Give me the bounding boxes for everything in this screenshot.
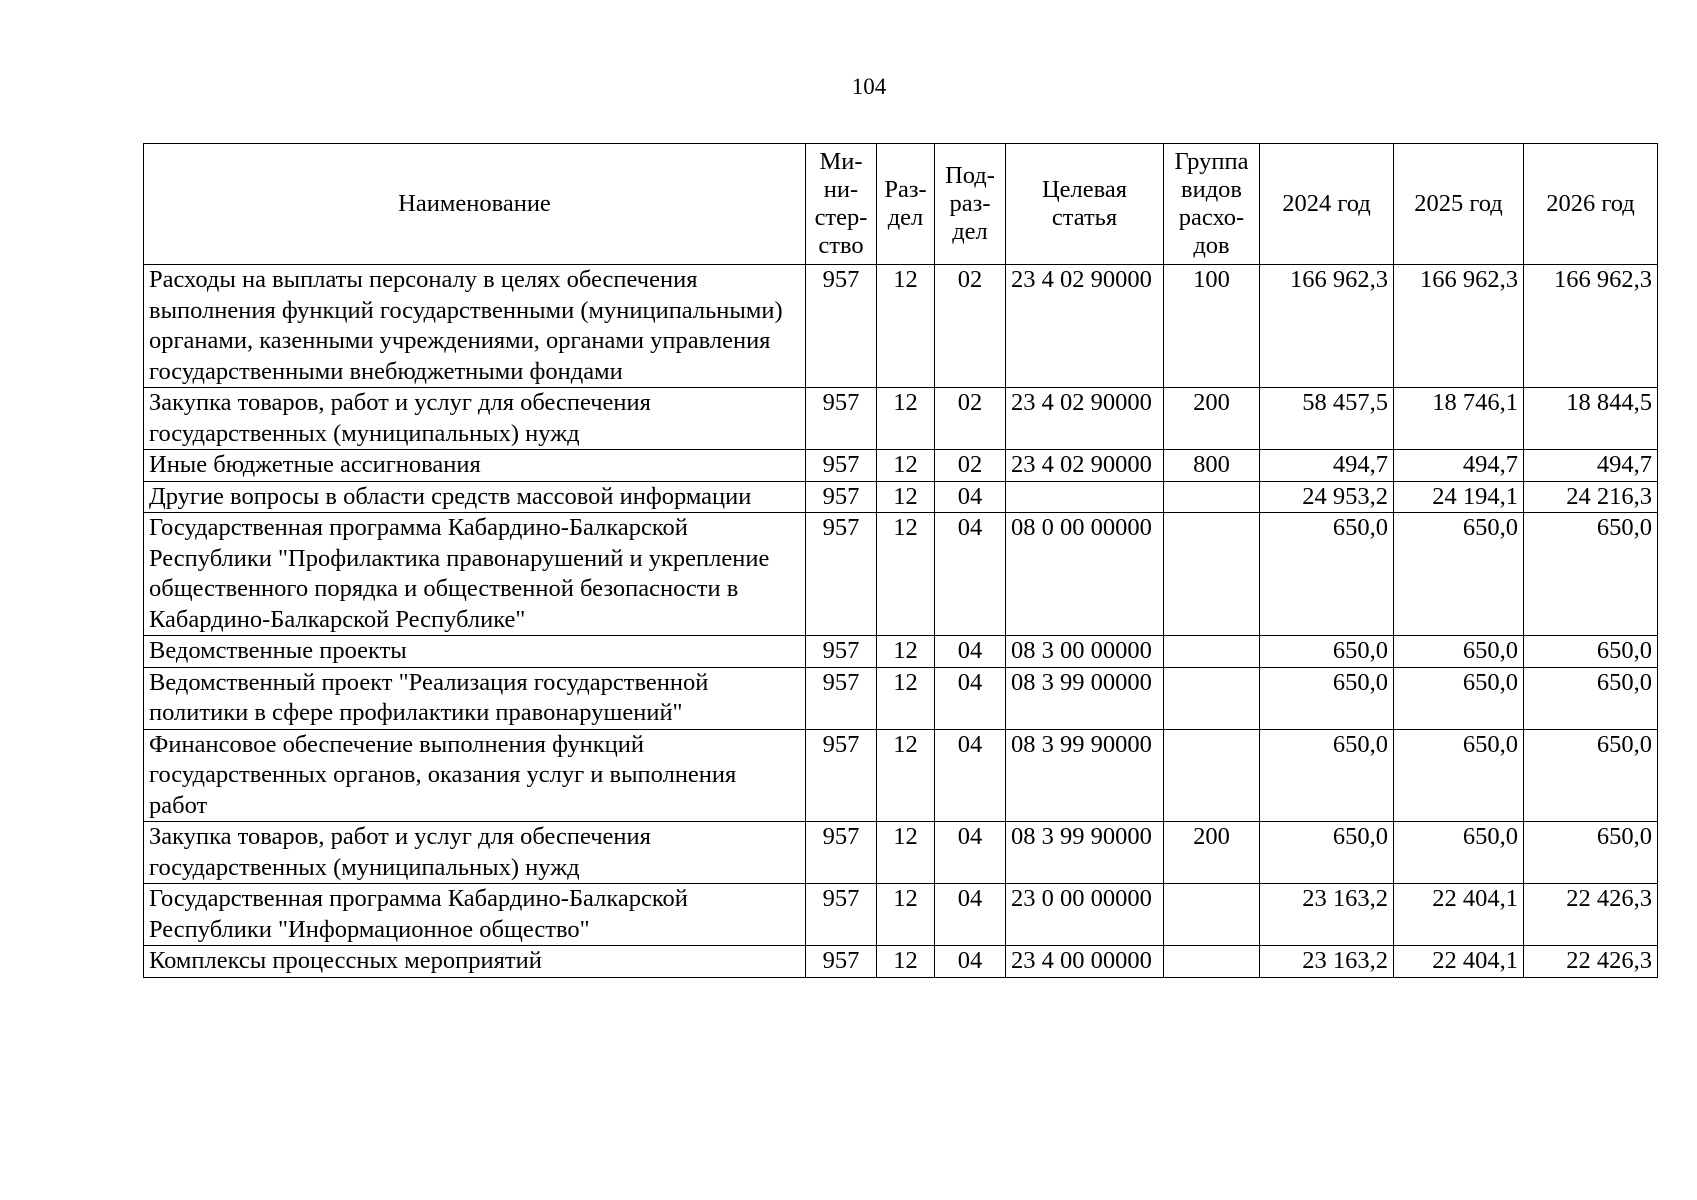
cell-subsection: 02 (935, 450, 1006, 482)
cell-target: 23 4 02 90000 (1006, 265, 1164, 388)
header-name: Наименование (144, 144, 806, 265)
cell-2024: 24 953,2 (1260, 481, 1394, 513)
cell-2024: 166 962,3 (1260, 265, 1394, 388)
cell-2025: 650,0 (1394, 822, 1524, 884)
table-body (144, 265, 1658, 978)
cell-2024: 494,7 (1260, 450, 1394, 482)
cell-section: 12 (877, 265, 935, 388)
cell-name: Финансовое обеспечение выполнения функций государственных органов, оказания услуг и выполнения работ (144, 729, 806, 822)
cell-2026: 650,0 (1524, 636, 1658, 668)
header-target: Целевая статья (1006, 144, 1164, 265)
table-row (144, 636, 1658, 668)
cell-name: Другие вопросы в области средств массовой информации (144, 481, 806, 513)
table-row (144, 822, 1658, 884)
cell-2026: 22 426,3 (1524, 946, 1658, 978)
cell-section: 12 (877, 884, 935, 946)
table-row (144, 265, 1658, 388)
cell-name: Расходы на выплаты персоналу в целях обеспечения выполнения функций государственными (муниципальными) органами, казенными учреждениями, органами управления государственными внебюджетными фондами (144, 265, 806, 388)
cell-target: 23 4 02 90000 (1006, 450, 1164, 482)
cell-target: 23 0 00 00000 (1006, 884, 1164, 946)
cell-subsection: 04 (935, 884, 1006, 946)
cell-2024: 650,0 (1260, 513, 1394, 636)
cell-target: 08 3 00 00000 (1006, 636, 1164, 668)
cell-name: Ведомственные проекты (144, 636, 806, 668)
cell-ministry: 957 (806, 946, 877, 978)
cell-section: 12 (877, 450, 935, 482)
cell-2026: 22 426,3 (1524, 884, 1658, 946)
cell-subsection: 04 (935, 636, 1006, 668)
cell-ministry: 957 (806, 884, 877, 946)
header-subsection: Под- раз- дел (935, 144, 1006, 265)
cell-name: Государственная программа Кабардино-Балкарской Республики "Профилактика правонарушений и укрепление общественного порядка и общественной безопасности в Кабардино-Балкарской Республике" (144, 513, 806, 636)
cell-2026: 18 844,5 (1524, 388, 1658, 450)
cell-subsection: 02 (935, 388, 1006, 450)
cell-subsection: 04 (935, 513, 1006, 636)
cell-subsection: 04 (935, 729, 1006, 822)
cell-2025: 650,0 (1394, 729, 1524, 822)
cell-section: 12 (877, 729, 935, 822)
table-row (144, 884, 1658, 946)
cell-2026: 650,0 (1524, 822, 1658, 884)
cell-subsection: 02 (935, 265, 1006, 388)
header-row (144, 144, 1658, 265)
cell-section: 12 (877, 946, 935, 978)
cell-expense-group: 100 (1164, 265, 1260, 388)
cell-target: 23 4 00 00000 (1006, 946, 1164, 978)
cell-expense-group: 200 (1164, 822, 1260, 884)
cell-ministry: 957 (806, 265, 877, 388)
cell-name: Закупка товаров, работ и услуг для обеспечения государственных (муниципальных) нужд (144, 822, 806, 884)
table-row (144, 450, 1658, 482)
table-row (144, 946, 1658, 978)
cell-2024: 650,0 (1260, 822, 1394, 884)
table-row (144, 667, 1658, 729)
cell-ministry: 957 (806, 513, 877, 636)
cell-2024: 23 163,2 (1260, 884, 1394, 946)
cell-expense-group (1164, 884, 1260, 946)
table-row (144, 388, 1658, 450)
cell-expense-group (1164, 636, 1260, 668)
cell-section: 12 (877, 388, 935, 450)
cell-name: Государственная программа Кабардино-Балкарской Республики "Информационное общество" (144, 884, 806, 946)
cell-2025: 18 746,1 (1394, 388, 1524, 450)
cell-ministry: 957 (806, 822, 877, 884)
cell-target: 08 3 99 90000 (1006, 729, 1164, 822)
header-year-2026: 2026 год (1524, 144, 1658, 265)
cell-2024: 650,0 (1260, 636, 1394, 668)
cell-2025: 650,0 (1394, 636, 1524, 668)
cell-expense-group (1164, 667, 1260, 729)
cell-name: Закупка товаров, работ и услуг для обеспечения государственных (муниципальных) нужд (144, 388, 806, 450)
cell-section: 12 (877, 481, 935, 513)
header-expense-group: Группа видов расхо- дов (1164, 144, 1260, 265)
table-row (144, 513, 1658, 636)
cell-ministry: 957 (806, 636, 877, 668)
cell-subsection: 04 (935, 822, 1006, 884)
cell-2026: 650,0 (1524, 513, 1658, 636)
cell-2025: 24 194,1 (1394, 481, 1524, 513)
cell-expense-group (1164, 729, 1260, 822)
cell-expense-group: 800 (1164, 450, 1260, 482)
cell-section: 12 (877, 667, 935, 729)
cell-name: Иные бюджетные ассигнования (144, 450, 806, 482)
cell-ministry: 957 (806, 729, 877, 822)
cell-ministry: 957 (806, 667, 877, 729)
cell-ministry: 957 (806, 450, 877, 482)
cell-subsection: 04 (935, 667, 1006, 729)
table-row (144, 729, 1658, 822)
table-header (144, 144, 1658, 265)
cell-ministry: 957 (806, 481, 877, 513)
cell-2026: 650,0 (1524, 667, 1658, 729)
cell-2024: 23 163,2 (1260, 946, 1394, 978)
cell-2025: 494,7 (1394, 450, 1524, 482)
cell-expense-group: 200 (1164, 388, 1260, 450)
cell-2024: 650,0 (1260, 667, 1394, 729)
cell-expense-group (1164, 481, 1260, 513)
cell-target: 08 0 00 00000 (1006, 513, 1164, 636)
cell-2026: 494,7 (1524, 450, 1658, 482)
page-number: 104 (851, 74, 887, 99)
cell-2026: 166 962,3 (1524, 265, 1658, 388)
cell-2025: 166 962,3 (1394, 265, 1524, 388)
table-row (144, 481, 1658, 513)
cell-subsection: 04 (935, 946, 1006, 978)
budget-table (143, 143, 1658, 978)
cell-target: 08 3 99 00000 (1006, 667, 1164, 729)
cell-2024: 650,0 (1260, 729, 1394, 822)
cell-target: 08 3 99 90000 (1006, 822, 1164, 884)
cell-2026: 24 216,3 (1524, 481, 1658, 513)
cell-subsection: 04 (935, 481, 1006, 513)
cell-2025: 650,0 (1394, 513, 1524, 636)
cell-2025: 22 404,1 (1394, 946, 1524, 978)
cell-expense-group (1164, 513, 1260, 636)
cell-section: 12 (877, 513, 935, 636)
cell-expense-group (1164, 946, 1260, 978)
cell-section: 12 (877, 822, 935, 884)
cell-2025: 650,0 (1394, 667, 1524, 729)
cell-name: Комплексы процессных мероприятий (144, 946, 806, 978)
header-section: Раз- дел (877, 144, 935, 265)
header-year-2025: 2025 год (1394, 144, 1524, 265)
header-year-2024: 2024 год (1260, 144, 1394, 265)
cell-section: 12 (877, 636, 935, 668)
cell-2025: 22 404,1 (1394, 884, 1524, 946)
cell-target: 23 4 02 90000 (1006, 388, 1164, 450)
cell-name: Ведомственный проект "Реализация государственной политики в сфере профилактики правонарушений" (144, 667, 806, 729)
cell-2024: 58 457,5 (1260, 388, 1394, 450)
cell-target (1006, 481, 1164, 513)
header-ministry: Ми- ни- стер- ство (806, 144, 877, 265)
cell-2026: 650,0 (1524, 729, 1658, 822)
cell-ministry: 957 (806, 388, 877, 450)
